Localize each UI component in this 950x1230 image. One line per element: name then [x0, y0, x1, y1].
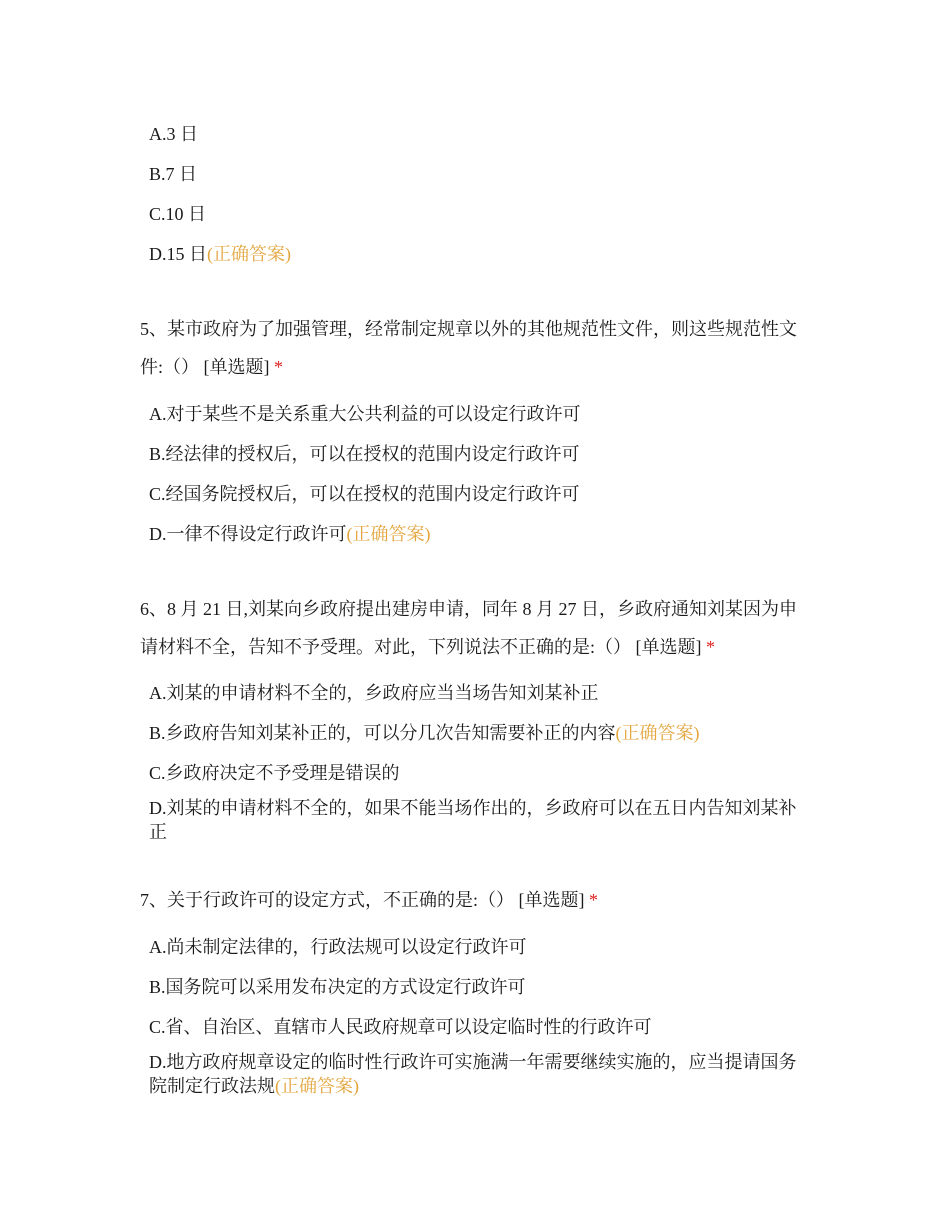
q5-option-c[interactable] — [149, 482, 809, 506]
required-star: * — [706, 637, 715, 657]
correct-answer-tag: (正确答案) — [615, 723, 700, 743]
required-star: * — [589, 890, 598, 910]
option-label: D.刘某的申请材料不全的，如果不能当场作出的，乡政府可以在五日内告知刘某补正 — [149, 798, 797, 842]
option-label: D.15 日 — [149, 244, 207, 264]
option-label: B.国务院可以采用发布决定的方式设定行政许可 — [149, 977, 526, 997]
q5-option-b[interactable] — [149, 442, 809, 466]
option-label: A.刘某的申请材料不全的，乡政府应当当场告知刘某补正 — [149, 683, 599, 703]
option-label: A.尚未制定法律的，行政法规可以设定行政许可 — [149, 937, 527, 957]
option-label: A.3 日 — [149, 124, 198, 144]
question-text: 7、关于行政许可的设定方式，不正确的是:（） — [140, 890, 514, 910]
q7-option-c[interactable] — [149, 1015, 809, 1039]
option-label: D.一律不得设定行政许可 — [149, 524, 347, 544]
correct-answer-tag: (正确答案) — [207, 244, 291, 264]
q6-option-a[interactable] — [149, 681, 809, 705]
correct-answer-tag: (正确答案) — [275, 1076, 359, 1096]
q7-option-d[interactable] — [149, 1050, 809, 1098]
question-text: 6、8 月 21 日,刘某向乡政府提出建房申请，同年 8 月 27 日，乡政府通知刘某因为申请材料不全，告知不予受理。对此，下列说法不正确的是:（） — [140, 599, 797, 657]
q7-question — [140, 881, 810, 919]
option-label: B.乡政府告知刘某补正的，可以分几次告知需要补正的内容 — [149, 723, 616, 743]
option-label: B.7 日 — [149, 164, 198, 184]
question-text: 5、某市政府为了加强管理，经常制定规章以外的其他规范性文件，则这些规范性文件:（） — [140, 319, 797, 377]
question-type: [单选题] — [518, 890, 585, 910]
q4-option-a[interactable] — [149, 122, 809, 146]
q7-option-b[interactable] — [149, 975, 809, 999]
q6-option-b[interactable] — [149, 721, 809, 745]
option-label: B.经法律的授权后，可以在授权的范围内设定行政许可 — [149, 444, 580, 464]
q6-option-d[interactable] — [149, 796, 809, 844]
option-label: C.经国务院授权后，可以在授权的范围内设定行政许可 — [149, 484, 580, 504]
question-type: [单选题] — [203, 357, 270, 377]
option-label: C.10 日 — [149, 204, 207, 224]
q7-option-a[interactable] — [149, 935, 809, 959]
q6-option-c[interactable] — [149, 761, 809, 785]
required-star: * — [274, 357, 284, 377]
correct-answer-tag: (正确答案) — [346, 524, 431, 544]
option-label: A.对于某些不是关系重大公共利益的可以设定行政许可 — [149, 404, 581, 424]
q5-option-a[interactable] — [149, 402, 809, 426]
q4-option-b[interactable] — [149, 162, 809, 186]
q5-option-d[interactable] — [149, 522, 809, 546]
q5-question — [140, 310, 810, 386]
option-label: C.乡政府决定不予受理是错误的 — [149, 763, 400, 783]
question-type: [单选题] — [635, 637, 702, 657]
q4-option-d[interactable] — [149, 242, 809, 266]
option-label: C.省、自治区、直辖市人民政府规章可以设定临时性的行政许可 — [149, 1017, 652, 1037]
option-label: D.地方政府规章设定的临时性行政许可实施满一年需要继续实施的，应当提请国务院制定行政法规 — [149, 1052, 797, 1096]
q6-question — [140, 590, 810, 666]
q4-option-c[interactable] — [149, 202, 809, 226]
